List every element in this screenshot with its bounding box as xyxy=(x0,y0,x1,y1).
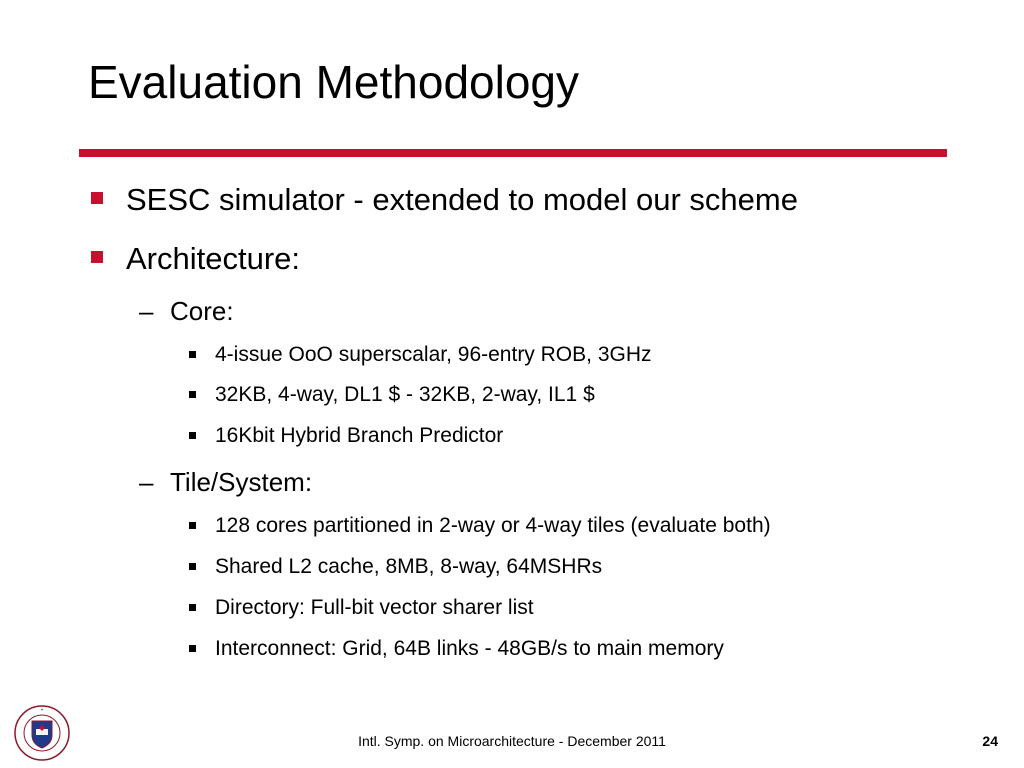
sub-bullet-tile-system xyxy=(139,467,313,498)
bullet-text: Architecture: xyxy=(126,241,301,276)
square-bullet-icon xyxy=(189,432,196,439)
square-bullet-icon xyxy=(189,645,196,652)
bullet-architecture xyxy=(126,241,300,277)
slide-title: Evaluation Methodology xyxy=(88,56,579,108)
detail-item xyxy=(215,596,534,620)
svg-text:✦: ✦ xyxy=(40,707,44,712)
dash-bullet-icon: – xyxy=(139,296,154,326)
bullet-text: SESC simulator - extended to model our scheme xyxy=(126,182,798,217)
square-bullet-icon xyxy=(189,522,196,529)
detail-text: 32KB, 4-way, DL1 $ - 32KB, 2-way, IL1 $ xyxy=(215,383,595,406)
page-number: 24 xyxy=(982,733,998,749)
detail-text: Shared L2 cache, 8MB, 8-way, 64MSHRs xyxy=(215,555,603,578)
dash-bullet-icon: – xyxy=(139,467,154,497)
square-bullet-icon xyxy=(91,251,103,263)
sub-bullet-core xyxy=(139,296,234,327)
detail-text: Interconnect: Grid, 64B links - 48GB/s to main memory xyxy=(215,637,724,660)
detail-text: 4-issue OoO superscalar, 96-entry ROB, 3GHz xyxy=(215,343,652,366)
sub-bullet-text: Tile/System: xyxy=(170,467,313,497)
detail-item xyxy=(215,555,602,579)
detail-text: Directory: Full-bit vector sharer list xyxy=(215,596,534,619)
square-bullet-icon xyxy=(91,192,103,204)
square-bullet-icon xyxy=(189,563,196,570)
square-bullet-icon xyxy=(189,351,196,358)
sub-bullet-text: Core: xyxy=(170,296,234,326)
footer-conference-text: Intl. Symp. on Microarchitecture - December 2011 xyxy=(358,733,666,749)
detail-item xyxy=(215,424,503,448)
detail-text: 16Kbit Hybrid Branch Predictor xyxy=(215,424,504,447)
detail-text: 128 cores partitioned in 2-way or 4-way tiles (evaluate both) xyxy=(215,514,771,537)
square-bullet-icon xyxy=(189,604,196,611)
detail-item xyxy=(215,383,595,407)
square-bullet-icon xyxy=(189,391,196,398)
title-divider xyxy=(79,149,947,157)
detail-item xyxy=(215,514,771,538)
detail-item xyxy=(215,637,724,661)
detail-item xyxy=(215,343,652,367)
bullet-sesc xyxy=(126,182,798,218)
